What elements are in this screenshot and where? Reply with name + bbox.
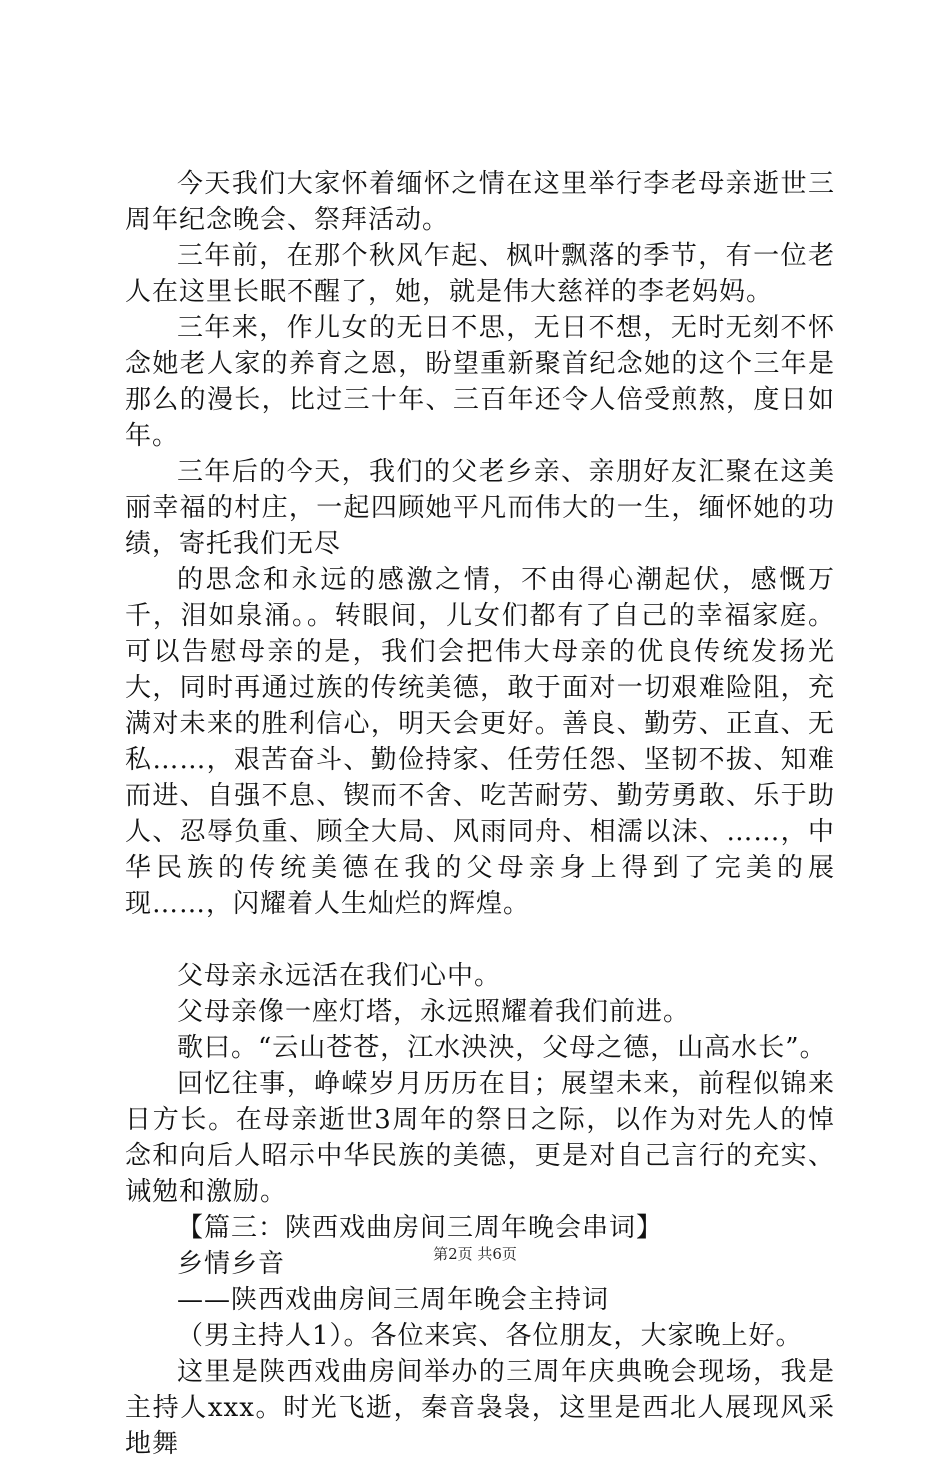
paragraph: 回忆往事，峥嵘岁月历历在目；展望未来，前程似锦来日方长。在母亲逝世3周年的祭日之际，以作为对先人的悼念和向后人昭示中华民族的美德，更是对自己言行的充实、诫勉和激励。 [125,1069,835,1207]
paragraph: 的思念和永远的感激之情，不由得心潮起伏，感慨万千，泪如泉涌。。转眼间，儿女们都有了自己的幸福家庭。可以告慰母亲的是，我们会把伟大母亲的优良传统发扬光大，同时再通过族的传统美德，敢于面对一切艰难险阻，充满对未来的胜利信心，明天会更好。善良、勤劳、正直、无私……，艰苦奋斗、勤俭持家、任劳任怨、坚韧不拔、知难而进、自强不息、锲而不舍、吃苦耐劳、勤劳勇敢、乐于助人、忍辱负重、顾全大局、风雨同舟、相濡以沫、……，中华民族的传统美德在我的父母亲身上得到了完美的展现……，闪耀着人生灿烂的辉煌。 [125,565,835,919]
paragraph: 三年来，作儿女的无日不思，无日不想，无时无刻不怀念她老人家的养育之恩，盼望重新聚首纪念她的这个三年是那么的漫长，比过三十年、三百年还令人倍受煎熬，度日如年。 [125,313,835,451]
page-number-footer: 第2页 共6页 [433,1245,517,1263]
paragraph: 歌曰。“云山苍苍，江水泱泱，父母之德，山高水长”。 [177,1033,827,1063]
section-title: 乡情乡音 [177,1249,286,1279]
paragraph: （男主持人1）。各位来宾、各位朋友，大家晚上好。 [177,1321,803,1351]
paragraph: 三年后的今天，我们的父老乡亲、亲朋好友汇聚在这美丽幸福的村庄，一起四顾她平凡而伟大的一生，缅怀她的功绩，寄托我们无尽 [125,457,835,559]
paragraph: 今天我们大家怀着缅怀之情在这里举行李老母亲逝世三周年纪念晚会、祭拜活动。 [125,169,835,235]
paragraph: 父母亲永远活在我们心中。 [177,961,502,991]
paragraph: 三年前，在那个秋风乍起、枫叶飘落的季节，有一位老人在这里长眠不醒了，她，就是伟大慈祥的李老妈妈。 [125,241,835,307]
section-subtitle: ——陕西戏曲房间三周年晚会主持词 [177,1285,610,1315]
paragraph: 这里是陕西戏曲房间举办的三周年庆典晚会现场，我是主持人xxx。时光飞逝，秦音袅袅，这里是西北人展现风采地舞 [125,1357,835,1459]
section-heading: 【篇三：陕西戏曲房间三周年晚会串词】 [177,1213,664,1243]
document-body [125,166,835,1462]
paragraph: 父母亲像一座灯塔，永远照耀着我们前进。 [177,997,691,1027]
